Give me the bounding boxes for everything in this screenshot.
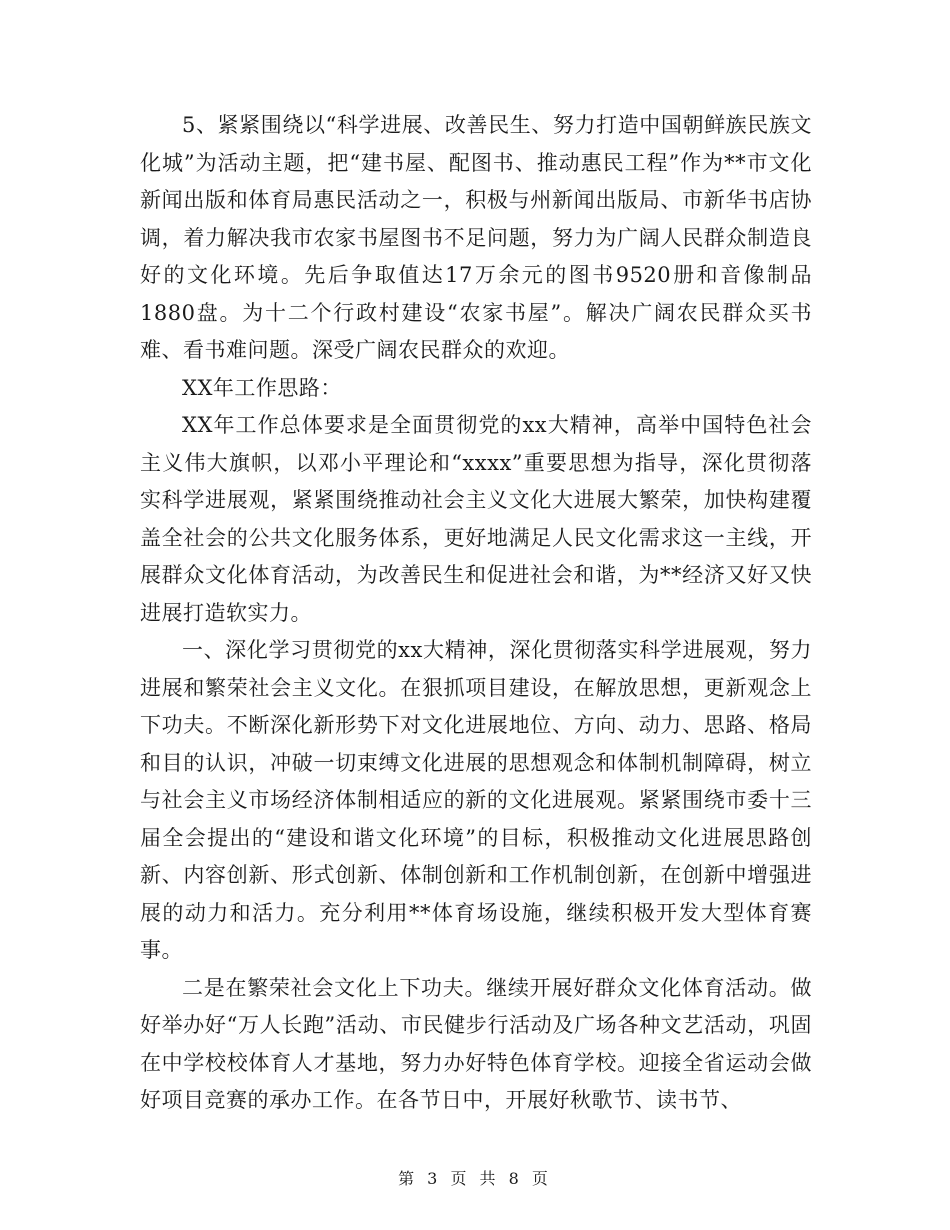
document-body xyxy=(140,107,812,1120)
paragraph-point-one: 一、深化学习贯彻党的xx大精神，深化贯彻落实科学进展观，努力进展和繁荣社会主义文化。在狠抓项目建设，在解放思想，更新观念上下功夫。不断深化新形势下对文化进展地位、方向、动力、思路、格局和目的认识，冲破一切束缚文化进展的思想观念和体制机制障碍，树立与社会主义市场经济体制相适应的新的文化进展观。紧紧围绕市委十三届全会提出的“建设和谐文化环境”的目标，积极推动文化进展思路创新、内容创新、形式创新、体制创新和工作机制创新，在创新中增强进展的动力和活力。充分利用**体育场设施，继续积极开发大型体育赛事。 xyxy=(140,638,812,962)
page-number-footer: 第 3 页 共 8 页 xyxy=(398,1169,552,1188)
paragraph-overall-requirements: XX年工作总体要求是全面贯彻党的xx大精神，高举中国特色社会主义伟大旗帜，以邓小平理论和“xxxx”重要思想为指导，深化贯彻落实科学进展观，紧紧围绕推动社会主义文化大进展大繁荣，加快构建覆盖全社会的公共文化服务体系，更好地满足人民文化需求这一主线，开展群众文化体育活动，为改善民生和促进社会和谐，为**经济又好又快进展打造软实力。 xyxy=(140,413,812,625)
paragraph-item-5-summary: 5、紧紧围绕以“科学进展、改善民生、努力打造中国朝鲜族民族文化城”为活动主题，把“建书屋、配图书、推动惠民工程”作为**市文化新闻出版和体育局惠民活动之一，积极与州新闻出版局、市新华书店协调，着力解决我市农家书屋图书不足问题，努力为广阔人民群众制造良好的文化环境。先后争取值达17万余元的图书9520册和音像制品1880盘。为十二个行政村建设“农家书屋”。解决广阔农民群众买书难、看书难问题。深受广阔农民群众的欢迎。 xyxy=(140,113,812,362)
paragraph-point-two: 二是在繁荣社会文化上下功夫。继续开展好群众文化体育活动。做好举办好“万人长跑”活动、市民健步行活动及广场各种文艺活动，巩固在中学校校体育人才基地，努力办好特色体育学校。迎接全省运动会做好项目竞赛的承办工作。在各节日中，开展好秋歌节、读书节、 xyxy=(140,975,812,1112)
section-heading-work-plan: XX年工作思路： xyxy=(182,375,342,400)
